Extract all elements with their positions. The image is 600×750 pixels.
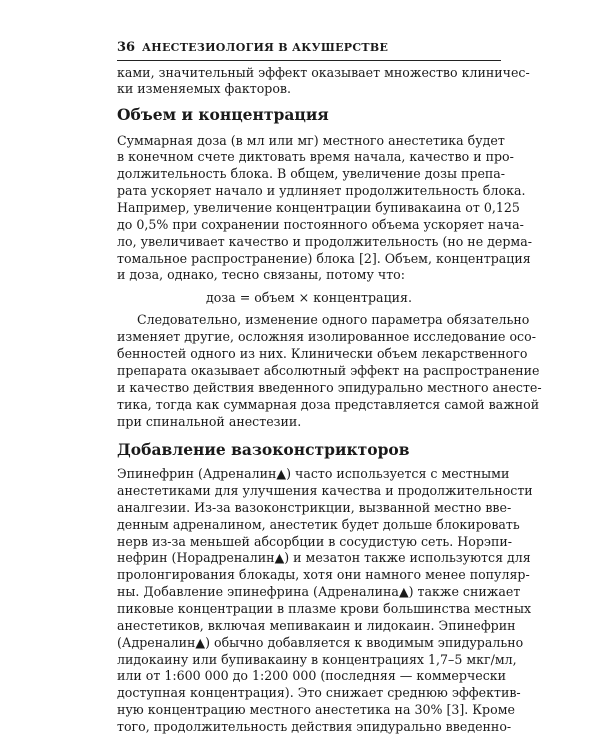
section-heading-vasoconstrictors: Добавление вазоконстрикторов: [117, 439, 410, 459]
body-line: нефрин (Норадреналин▲) и мезатон также используются для: [117, 550, 531, 566]
body-line: до 0,5% при сохранении постоянного объема ускоряет нача-: [117, 216, 524, 232]
body-line: и доза, однако, тесно связаны, потому что:: [117, 267, 406, 283]
body-line: при спинальной анестезии.: [117, 413, 302, 429]
body-line: Следовательно, изменение одного параметра обязательно: [137, 312, 530, 328]
body-line: препарата оказывает абсолютный эффект на распространение: [117, 363, 540, 378]
body-line: анестетиками для улучшения качества и продолжительности: [117, 482, 533, 498]
body-line: в конечном счете диктовать время начала, качество и про-: [117, 149, 514, 165]
body-line: ки изменяемых факторов.: [117, 80, 292, 96]
body-line: Эпинефрин (Адреналин▲) часто используется с местными: [117, 466, 510, 481]
body-line: того, продолжительность действия эпидурально введенно-: [117, 719, 512, 734]
body-line: ло, увеличивает качество и продолжительность (но не дерма-: [117, 233, 532, 249]
body-line: нерв из-за меньшей абсорбции в сосудистую сеть. Норэпи-: [117, 533, 513, 549]
body-line: анестетиков, включая мепивакаин и лидокаин. Эпинефрин: [117, 617, 516, 633]
body-line: Суммарная доза (в мл или мг) местного анестетика будет: [117, 132, 505, 148]
body-line: должительность блока. В общем, увеличение дозы препа-: [117, 166, 506, 182]
running-header: [117, 40, 501, 61]
body-line: ны. Добавление эпинефрина (Адреналина▲) также снижает: [117, 584, 521, 600]
body-line: бенностей одного из них. Клинически объем лекарственного: [117, 346, 528, 362]
running-title: АНЕСТЕЗИОЛОГИЯ В АКУШЕРСТВЕ: [142, 41, 389, 54]
body-line: ками, значительный эффект оказывает множество клиничес-: [117, 65, 530, 80]
body-line: тика, тогда как суммарная доза представляется самой важной: [117, 396, 540, 412]
body-line: ную концентрацию местного анестетика на 30% [3]. Кроме: [117, 702, 515, 718]
body-line: или от 1:600 000 до 1:200 000 (последняя — коммерчески: [117, 668, 507, 684]
body-line: (Адреналин▲) обычно добавляется к вводимым эпидурально: [117, 634, 524, 650]
body-line: пролонгирования блокады, хотя они намного менее популяр-: [117, 567, 530, 583]
body-line: Например, увеличение концентрации бупивакаина от 0,125: [117, 199, 520, 215]
body-line: лидокаину или бупивакаину в концентрациях 1,7–5 мкг/мл,: [117, 651, 517, 667]
formula: доза = объем × концентрация.: [205, 289, 413, 305]
section-heading-volume-concentration: Объем и концентрация: [117, 105, 329, 125]
body-line: рата ускоряет начало и удлиняет продолжительность блока.: [117, 183, 526, 199]
body-line: пиковые концентрации в плазме крови большинства местных: [117, 600, 532, 616]
body-line: доступная концентрация). Это снижает среднюю эффектив-: [117, 685, 521, 701]
body-line: денным адреналином, анестетик будет дольше блокировать: [117, 516, 520, 532]
page-number: 36: [117, 40, 136, 55]
body-line: томальное распространение) блока [2]. Объем, концентрация: [117, 250, 531, 266]
body-line: изменяет другие, осложняя изолированное исследование осо-: [117, 329, 536, 345]
body-line: и качество действия введенного эпидурально местного анесте-: [117, 379, 542, 395]
body-line: аналгезии. Из-за вазоконстрикции, вызванной местно вве-: [117, 499, 512, 515]
